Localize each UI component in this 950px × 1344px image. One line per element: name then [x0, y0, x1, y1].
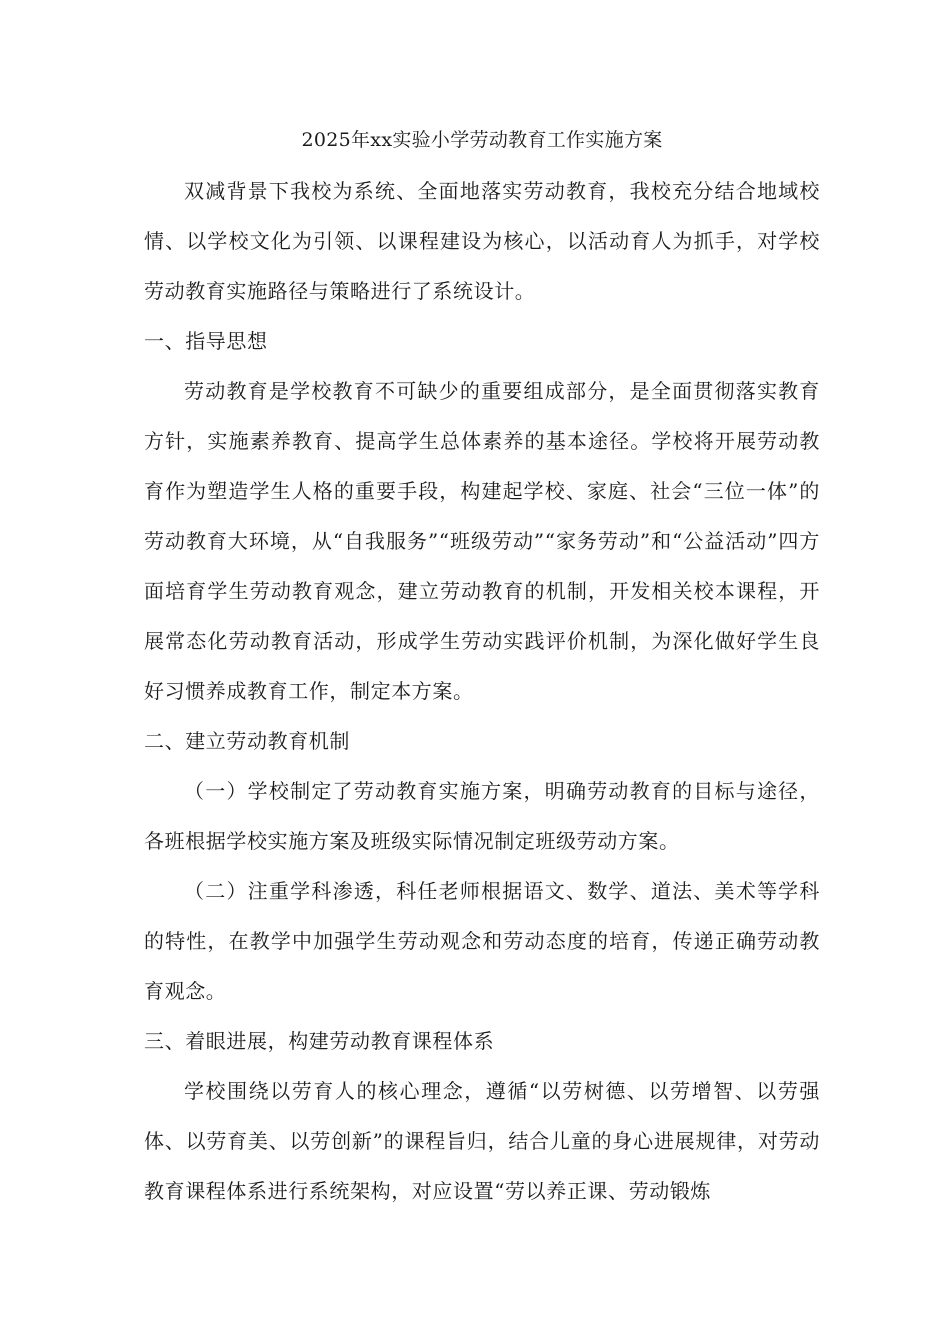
section-heading-curriculum: 三、着眼进展，构建劳动教育课程体系 [144, 1029, 495, 1053]
section-heading-guiding-ideology: 一、指导思想 [144, 329, 268, 353]
section-paragraph: 学校围绕以劳育人的核心理念，遵循“以劳树德、以劳增智、以劳强体、以劳育美、以劳创新”的课程旨归，结合儿童的身心进展规律，对劳动教育课程体系进行系统架构，对应设置“劳以养正课、劳动锻炼 [144, 1079, 820, 1203]
document-title: 2025年xx实验小学劳动教育工作实施方案 [301, 129, 663, 151]
section-paragraph: （二）注重学科渗透，科任老师根据语文、数学、道法、美术等学科的特性，在教学中加强学生劳动观念和劳动态度的培育，传递正确劳动教育观念。 [144, 879, 820, 1003]
section-paragraph: （一）学校制定了劳动教育实施方案，明确劳动教育的目标与途径，各班根据学校实施方案及班级实际情况制定班级劳动方案。 [144, 779, 820, 853]
intro-paragraph: 双减背景下我校为系统、全面地落实劳动教育，我校充分结合地域校情、以学校文化为引领、以课程建设为核心，以活动育人为抓手，对学校劳动教育实施路径与策略进行了系统设计。 [144, 179, 820, 303]
section-paragraph: 劳动教育是学校教育不可缺少的重要组成部分，是全面贯彻落实教育方针，实施素养教育、提高学生总体素养的基本途径。学校将开展劳动教育作为塑造学生人格的重要手段，构建起学校、家庭、社会“三位一体”的劳动教育大环境，从“自我服务”“班级劳动”“家务劳动”和“公益活动”四方面培育学生劳动教育观念，建立劳动教育的机制，开发相关校本课程，开展常态化劳动教育活动，形成学生劳动实践评价机制，为深化做好学生良好习惯养成教育工作，制定本方案。 [144, 379, 820, 703]
section-heading-mechanism: 二、建立劳动教育机制 [144, 729, 350, 753]
document-page [144, 118, 820, 1216]
